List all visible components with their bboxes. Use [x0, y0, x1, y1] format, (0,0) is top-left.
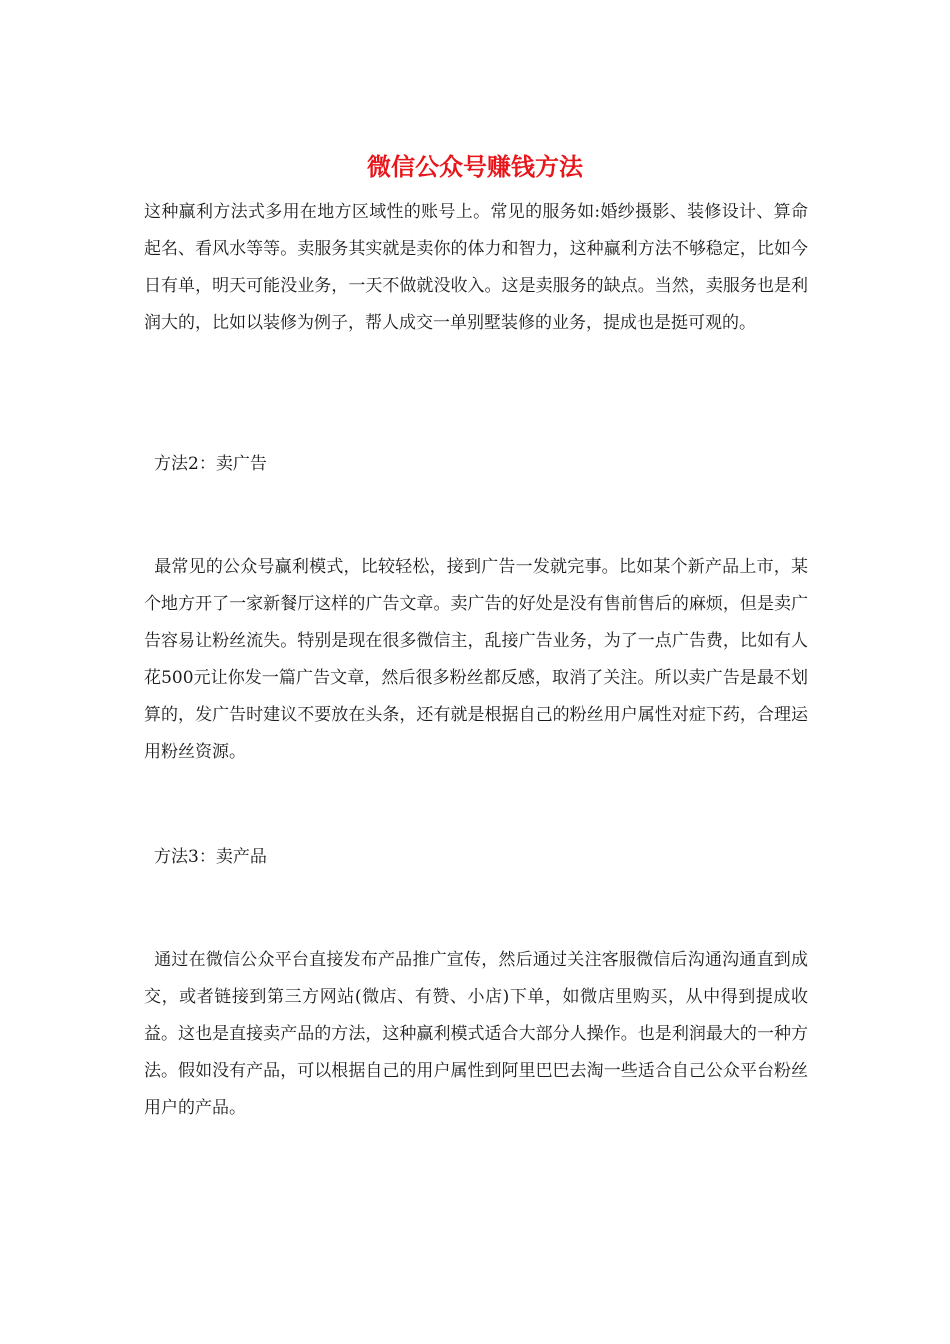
section-heading-sell-products-text: 方法3：卖产品 — [154, 847, 267, 867]
paragraph-sell-products-text: 通过在微信公众平台直接发布产品推广宣传，然后通过关注客服微信后沟通沟通直到成交，或者链接到第三方网站(微店、有赞、小店)下单，如微店里购买，从中得到提成收益。这也是直接卖产品的方法，这种赢利模式适合大部分人操作。也是利润最大的一种方法。假如没有产品，可以根据自己的用户属性到阿里巴巴去淘一些适合自己公众平台粉丝用户的产品。 — [144, 950, 808, 1118]
paragraph-sell-ads-text: 最常见的公众号赢利模式，比较轻松，接到广告一发就完事。比如某个新产品上市，某个地方开了一家新餐厅这样的广告文章。卖广告的好处是没有售前售后的麻烦，但是卖广告容易让粉丝流失。特别是现在很多微信主，乱接广告业务，为了一点广告费，比如有人花500元让你发一篇广告文章，然后很多粉丝都反感，取消了关注。所以卖广告是最不划算的，发广告时建议不要放在头条，还有就是根据自己的粉丝用户属性对症下药，合理运用粉丝资源。 — [144, 557, 808, 762]
paragraph-sell-services: 这种赢利方法式多用在地方区域性的账号上。常见的服务如:婚纱摄影、装修设计、算命起名、看风水等等。卖服务其实就是卖你的体力和智力，这种赢利方法不够稳定，比如今日有单，明天可能没业务，一天不做就没收入。这是卖服务的缺点。当然，卖服务也是利润大的，比如以装修为例子，帮人成交一单别墅装修的业务，提成也是挺可观的。 — [144, 202, 808, 333]
section-heading-sell-ads-text: 方法2：卖广告 — [154, 454, 267, 474]
section-heading-sell-products — [144, 839, 808, 876]
paragraph-sell-products — [144, 942, 808, 1127]
paragraph-sell-ads — [144, 549, 808, 771]
document-title: 微信公众号赚钱方法 — [367, 152, 583, 181]
section-heading-sell-ads — [144, 446, 808, 483]
